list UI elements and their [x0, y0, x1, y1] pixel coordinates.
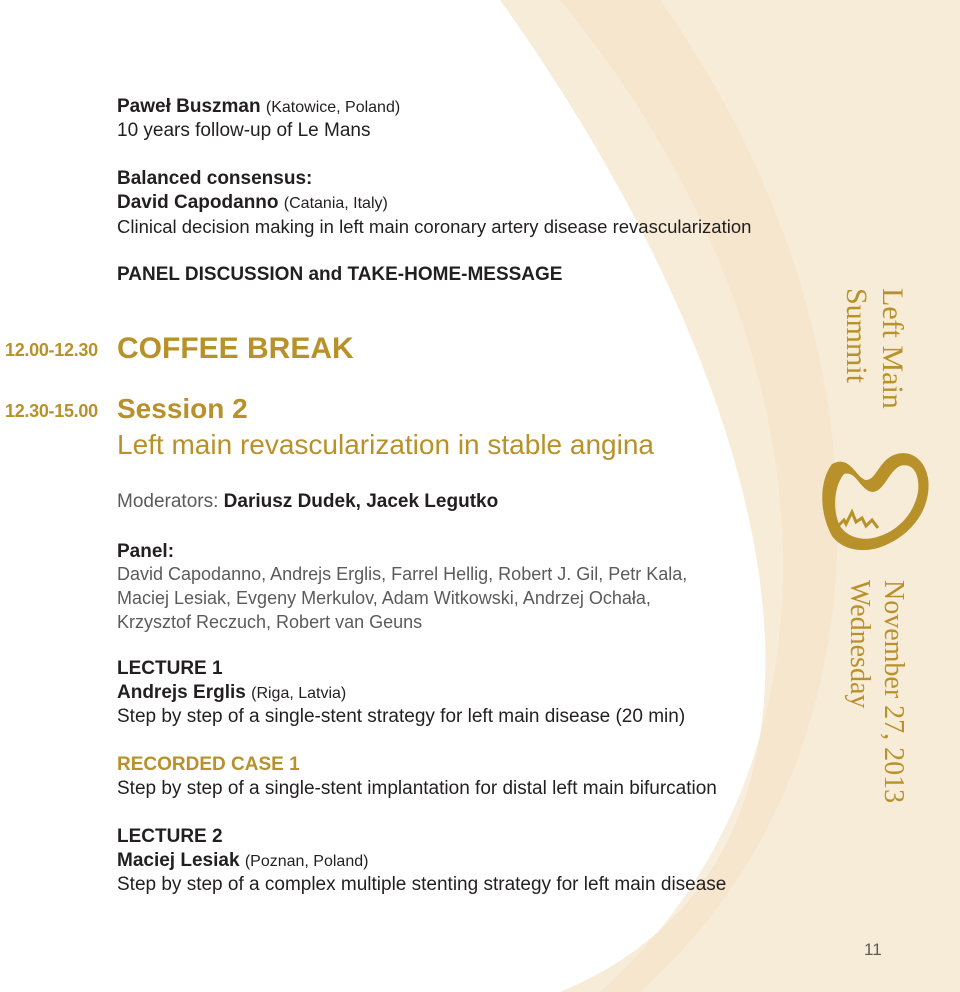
lecture-1-label: LECTURE 1	[117, 658, 223, 679]
speaker-name: Maciej Lesiak	[117, 850, 240, 871]
moderators-label: Moderators:	[117, 491, 219, 512]
balanced-consensus-heading: Balanced consensus:	[117, 168, 313, 189]
date-text	[842, 580, 910, 803]
panel-members-line: Maciej Lesiak, Evgeny Merkulov, Adam Witkowski, Andrzej Ochała,	[117, 588, 651, 608]
speaker-line	[117, 849, 368, 874]
date-line: November 27, 2013	[878, 580, 909, 804]
time-coffee: 12.00-12.30	[5, 340, 98, 360]
speaker-name: David Capodanno	[117, 192, 279, 213]
talk-title: Step by step of a complex multiple stenting strategy for left main disease	[117, 874, 727, 895]
date-line: Wednesday	[844, 580, 875, 709]
lecture-2-label: LECTURE 2	[117, 826, 223, 847]
session-subtitle: Left main revascularization in stable angina	[117, 429, 654, 460]
talk-title: Clinical decision making in left main coronary artery disease revascularization	[117, 216, 752, 237]
speaker-location: (Katowice, Poland)	[265, 99, 401, 116]
talk-title: 10 years follow-up of Le Mans	[117, 120, 371, 141]
speaker-location: (Riga, Latvia)	[251, 685, 347, 702]
panel-members-line: Krzysztof Reczuch, Robert van Geuns	[117, 612, 423, 632]
panel-members-line: David Capodanno, Andrejs Erglis, Farrel Hellig, Robert J. Gil, Petr Kala,	[117, 564, 688, 584]
page-number: 11	[864, 940, 882, 959]
coffee-break-heading: COFFEE BREAK	[117, 332, 354, 365]
brand-text	[838, 288, 910, 409]
speaker-location: (Catania, Italy)	[283, 195, 388, 212]
speaker-location: (Poznan, Poland)	[244, 853, 369, 870]
panel-members	[117, 562, 687, 634]
case-title: Step by step of a single-stent implantation for distal left main bifurcation	[117, 778, 717, 799]
speaker-name: Paweł Buszman	[117, 96, 261, 117]
session-heading: Session 2	[117, 393, 248, 424]
panel-discussion-heading: PANEL DISCUSSION and TAKE-HOME-MESSAGE	[117, 264, 563, 285]
moderators-names: Dariusz Dudek, Jacek Legutko	[223, 491, 499, 512]
panel-label: Panel:	[117, 541, 175, 562]
time-session: 12.30-15.00	[5, 401, 98, 421]
moderators-line	[117, 490, 498, 514]
recorded-case-label: RECORDED CASE 1	[117, 754, 300, 775]
brand-line: Left Main	[876, 288, 909, 409]
brand-line: Summit	[840, 288, 873, 384]
speaker-name: Andrejs Erglis	[117, 682, 246, 703]
talk-title: Step by step of a single-stent strategy for left main disease (20 min)	[117, 706, 686, 727]
speaker-line	[117, 95, 400, 120]
speaker-line	[117, 681, 346, 706]
speaker-line	[117, 191, 388, 216]
heart-logo-icon	[808, 440, 940, 560]
